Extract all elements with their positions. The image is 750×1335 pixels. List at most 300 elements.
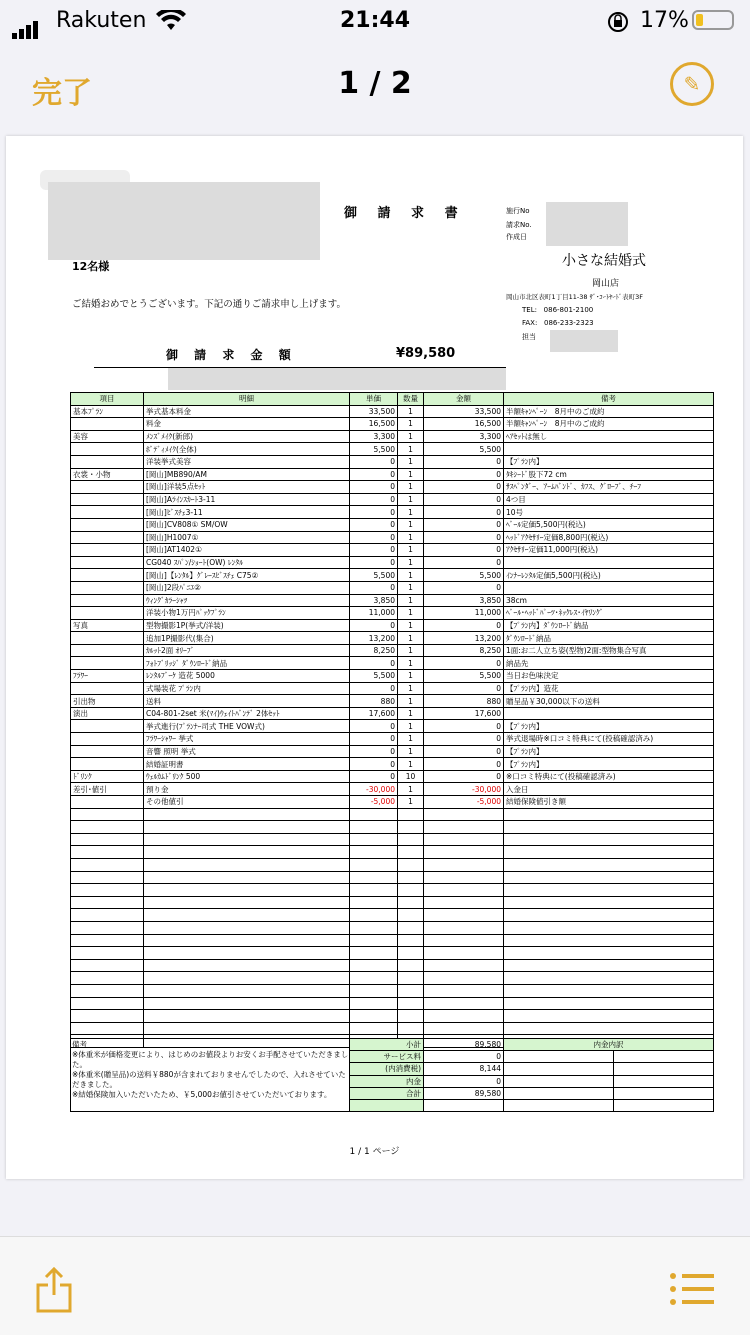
table-row [71,758,714,771]
table-cell: 1 [398,430,424,443]
empty-cell [144,1022,350,1035]
table-cell [504,443,714,456]
fax-row [522,319,594,327]
empty-cell [350,947,398,960]
col-header: 数量 [398,393,424,406]
table-cell: 追加1P撮影代(集合) [144,632,350,645]
table-cell: 880 [350,695,398,708]
table-cell [504,581,714,594]
table-cell: ﾌﾗﾜｰ [71,670,144,683]
empty-cell [504,984,714,997]
table-cell: 1 [398,796,424,809]
empty-row [71,884,714,897]
redacted-block [546,202,628,246]
empty-cell [71,821,144,834]
empty-row [71,871,714,884]
table-cell: -30,000 [350,783,398,796]
redacted-block [168,368,506,390]
empty-cell [398,871,424,884]
empty-cell [71,1010,144,1023]
table-cell: 1 [398,707,424,720]
empty-row [71,921,714,934]
table-cell: 1 [398,531,424,544]
table-cell: [岡山]2段ﾊﾟﾆｴ② [144,581,350,594]
table-cell: 3,850 [350,594,398,607]
notes-box [70,1038,354,1102]
table-row [71,581,714,594]
empty-cell [504,1022,714,1035]
empty-cell [398,947,424,960]
table-cell [71,455,144,468]
empty-cell [398,921,424,934]
table-cell [71,531,144,544]
table-cell: 0 [350,468,398,481]
table-cell: 送料 [144,695,350,708]
table-cell: 1 [398,493,424,506]
table-cell: 0 [350,733,398,746]
table-cell [71,657,144,670]
empty-cell [398,959,424,972]
table-cell: 1 [398,720,424,733]
table-cell: 【ﾌﾟﾗﾝ内】 [504,455,714,468]
table-cell: ｻｽﾍﾟﾝﾀﾞｰ、ｱｰﾑﾊﾞﾝﾄﾞ、ｶﾌｽ、ｸﾞﾛｰﾌﾞ、ﾁｰﾌ [504,481,714,494]
table-cell: 8,250 [350,644,398,657]
table-cell: [岡山]H1007① [144,531,350,544]
empty-cell [504,1099,614,1111]
table-cell: C04-801-2set 米(ﾏｲ)ｳｪｲﾄﾊﾞﾝﾃﾞ 2体ｾｯﾄ [144,707,350,720]
table-cell: ﾀｷｼｰﾄﾞ股下72 cm [504,468,714,481]
table-row [71,443,714,456]
table-cell [71,418,144,431]
table-cell: ｳｪﾙｶﾑﾄﾞﾘﾝｸ 500 [144,770,350,783]
table-cell: 10 [398,770,424,783]
table-cell: 1 [398,556,424,569]
table-row [71,682,714,695]
deposit-cell [504,1075,614,1087]
empty-cell [350,997,398,1010]
table-cell: [岡山]ﾋﾞｽﾁｪ3-11 [144,506,350,519]
table-cell: 11,000 [424,607,504,620]
empty-cell [424,871,504,884]
empty-cell [144,871,350,884]
empty-cell [71,959,144,972]
empty-cell [504,959,714,972]
tel-label: TEL: [522,306,537,314]
table-row [71,594,714,607]
empty-cell [350,808,398,821]
empty-cell [424,1022,504,1035]
table-cell: ﾀﾞｳﾝﾛｰﾄﾞ納品 [504,632,714,645]
empty-cell [424,997,504,1010]
empty-cell [504,858,714,871]
table-row [71,607,714,620]
empty-cell [504,934,714,947]
table-cell: ﾄﾞﾘﾝｸ [71,770,144,783]
empty-cell [398,997,424,1010]
table-cell: その他値引 [144,796,350,809]
table-cell: 半額ｷｬﾝﾍﾟｰﾝ 8月中のご成約 [504,418,714,431]
table-cell [71,644,144,657]
empty-cell [504,833,714,846]
empty-cell [144,997,350,1010]
summary-value: 8,144 [424,1063,504,1075]
table-row [71,556,714,569]
table-cell: 0 [424,556,504,569]
table-cell: 1 [398,632,424,645]
table-cell: 1 [398,682,424,695]
table-cell: 1 [398,758,424,771]
table-cell: 当日お色味決定 [504,670,714,683]
table-cell: 預り金 [144,783,350,796]
table-cell: 洋装挙式美容 [144,455,350,468]
table-cell: ｶﾙｯﾄ2面 ｵﾘｰﾌﾞ [144,644,350,657]
table-cell [71,632,144,645]
table-cell: [岡山]CV808① SM/OW [144,518,350,531]
empty-cell [71,833,144,846]
empty-cell [424,821,504,834]
table-cell: ﾍﾞｰﾙ定価5,500円(税込) [504,518,714,531]
empty-cell [71,858,144,871]
meta-invoice-label: 請求No. [506,221,532,229]
table-cell: 0 [424,493,504,506]
done-button[interactable]: 完了 [32,76,92,111]
table-cell: 13,200 [350,632,398,645]
table-cell: 0 [350,619,398,632]
table-cell: 【ﾌﾟﾗﾝ内】ﾀﾞｳﾝﾛｰﾄﾞ納品 [504,619,714,632]
empty-cell [504,808,714,821]
table-cell: 0 [424,720,504,733]
col-header: 明細 [144,393,350,406]
table-cell: 33,500 [424,405,504,418]
empty-cell [424,808,504,821]
table-cell: 4つ目 [504,493,714,506]
meta-issue-label: 施行No [506,207,530,215]
empty-cell [504,896,714,909]
table-cell [71,758,144,771]
empty-cell [398,896,424,909]
table-cell: 0 [424,758,504,771]
table-row [71,468,714,481]
empty-cell [504,821,714,834]
empty-cell [504,972,714,985]
table-cell: 1 [398,581,424,594]
table-row [71,707,714,720]
empty-row [71,997,714,1010]
empty-cell [144,884,350,897]
tel-row [522,306,593,314]
table-cell: 入金日 [504,783,714,796]
table-cell: 洋装小物1万円ﾊﾟｯｸﾌﾟﾗﾝ [144,607,350,620]
notes-title: 備考 [72,1040,87,1049]
table-cell: 11,000 [350,607,398,620]
table-cell: ﾌﾗﾜｰｼｬﾜｰ 挙式 [144,733,350,746]
table-cell: 0 [424,518,504,531]
empty-cell [424,909,504,922]
table-cell: 0 [424,733,504,746]
deposit-cell [614,1087,714,1099]
table-cell: 0 [350,455,398,468]
list-icon[interactable] [670,1273,714,1305]
table-cell: 1 [398,506,424,519]
table-row [71,518,714,531]
empty-cell [144,821,350,834]
table-cell [71,733,144,746]
table-cell: ｳｨﾝｸﾞｶﾗｰｼｬﾂ [144,594,350,607]
table-row [71,619,714,632]
table-cell: 33,500 [350,405,398,418]
status-bar [0,0,750,44]
table-cell: 5,500 [424,670,504,683]
page-indicator: 1 / 2 [338,66,412,101]
table-cell: 5,500 [350,443,398,456]
empty-cell [144,972,350,985]
table-cell: 料金 [144,418,350,431]
table-cell: 1 [398,644,424,657]
empty-cell [350,984,398,997]
empty-cell [144,846,350,859]
table-cell [71,481,144,494]
table-cell: [岡山]【ﾚﾝﾀﾙ】ｸﾞﾚｰｽﾋﾞｽﾁｪ C75② [144,569,350,582]
table-cell: 1 [398,468,424,481]
table-cell [504,556,714,569]
table-row [71,733,714,746]
empty-cell [144,896,350,909]
table-cell: 差引･値引 [71,783,144,796]
table-cell: 式場装花 ﾌﾟﾗﾝ内 [144,682,350,695]
table-cell: 1 [398,619,424,632]
empty-cell [71,972,144,985]
table-cell [71,443,144,456]
table-cell: [岡山]洋装5点ｾｯﾄ [144,481,350,494]
empty-cell [504,997,714,1010]
invoice-page [6,136,743,1179]
empty-row [71,833,714,846]
table-cell: 0 [350,493,398,506]
carrier-label: Rakuten [56,8,147,33]
empty-row [71,934,714,947]
table-cell: 結婚保険値引き額 [504,796,714,809]
summary-value: 89,580 [424,1039,504,1051]
document-title: 御 請 求 書 [344,206,466,221]
empty-cell [144,947,350,960]
table-cell: 0 [424,745,504,758]
table-row [71,796,714,809]
empty-cell [424,858,504,871]
empty-cell [398,1010,424,1023]
table-row [71,657,714,670]
table-cell [71,556,144,569]
empty-cell [398,858,424,871]
table-row [71,644,714,657]
table-cell: 8,250 [424,644,504,657]
empty-row [71,821,714,834]
col-header: 金額 [424,393,504,406]
table-row [71,544,714,557]
table-cell: 0 [424,619,504,632]
col-header: 備考 [504,393,714,406]
table-cell: 0 [424,481,504,494]
table-cell: 0 [350,544,398,557]
empty-cell [71,884,144,897]
empty-cell [398,808,424,821]
empty-cell [71,947,144,960]
deposit-title: 内金内訳 [504,1039,714,1051]
table-row [71,783,714,796]
table-cell: 0 [424,770,504,783]
empty-cell [398,846,424,859]
table-cell: 5,500 [350,569,398,582]
empty-cell [424,846,504,859]
table-cell: 17,600 [350,707,398,720]
amount-value: ¥89,580 [396,346,456,361]
empty-row [71,984,714,997]
deposit-cell [614,1063,714,1075]
empty-cell [144,858,350,871]
table-row [71,632,714,645]
table-cell: 挙式基本料金 [144,405,350,418]
table-cell: 半額ｷｬﾝﾍﾟｰﾝ 8月中のご成約 [504,405,714,418]
table-cell: 衣裳・小物 [71,468,144,481]
table-cell: ｲﾝﾅｰﾚﾝﾀﾙ定価5,500円(税込) [504,569,714,582]
table-cell: CG040 ｽﾊﾟﾝ/ｼｮｰﾄ(OW) ﾚﾝﾀﾙ [144,556,350,569]
table-cell: 0 [424,531,504,544]
empty-cell [504,871,714,884]
table-cell: 0 [350,682,398,695]
table-row [71,670,714,683]
table-cell: 0 [424,544,504,557]
table-cell: 0 [424,581,504,594]
col-header: 単価 [350,393,398,406]
share-icon[interactable] [34,1265,74,1313]
empty-row [71,959,714,972]
empty-row [71,896,714,909]
staff-label: 担当 [522,333,536,341]
table-cell: ﾍﾞｰﾙ･ﾍｯﾄﾞﾊﾟｰﾂ･ﾈｯｸﾚｽ･ｲﾔﾘﾝｸﾞ [504,607,714,620]
empty-cell [398,934,424,947]
table-row [71,455,714,468]
table-cell [71,493,144,506]
table-cell [71,506,144,519]
table-cell: 1 [398,733,424,746]
table-cell: 3,300 [350,430,398,443]
table-row [71,569,714,582]
summary-label: 内金 [350,1075,424,1087]
table-cell: 1 [398,518,424,531]
branch-name: 岡山店 [592,279,620,289]
empty-cell [424,921,504,934]
empty-cell [424,1010,504,1023]
table-cell: 【ﾌﾟﾗﾝ内】 [504,720,714,733]
table-cell: 0 [350,770,398,783]
table-cell: ｱｸｾｻﾘｰ定価11,000円(税込) [504,544,714,557]
table-cell: [岡山]MB890/AM [144,468,350,481]
table-cell: 挙式退場時※口コミ特典にて(投稿確認済み) [504,733,714,746]
table-cell: 【ﾌﾟﾗﾝ内】 [504,745,714,758]
summary-label: (内消費税) [350,1063,424,1075]
brand-name: 小さな結婚式 [562,253,646,269]
battery-percent: 17% [640,8,689,33]
empty-cell [398,972,424,985]
table-row [71,493,714,506]
page-footer: 1 / 1 ページ [349,1147,400,1157]
table-cell: 1 [398,443,424,456]
empty-row [71,1022,714,1035]
empty-cell [144,921,350,934]
summary-value: 89,580 [424,1087,504,1099]
tel-number: 086-801-2100 [543,306,594,314]
addressee: 12名様 [72,260,110,273]
empty-cell [71,909,144,922]
table-cell: 1 [398,695,424,708]
table-cell [71,569,144,582]
table-cell: 1 [398,594,424,607]
empty-row [71,808,714,821]
table-cell [504,707,714,720]
table-cell: 贈呈品￥30,000以下の送料 [504,695,714,708]
table-cell: [岡山]Aﾗｲﾝｽｶｰﾄ3-11 [144,493,350,506]
deposit-cell [504,1051,614,1063]
table-cell [71,544,144,557]
empty-cell [398,884,424,897]
table-cell [71,720,144,733]
table-cell: 0 [350,518,398,531]
summary-label: サービス料 [350,1051,424,1063]
empty-cell [424,972,504,985]
empty-cell [71,871,144,884]
empty-cell [350,833,398,846]
empty-cell [144,833,350,846]
table-cell: 1面:お二人立ち姿(型物)2面:型物集合写真 [504,644,714,657]
table-cell: [岡山]AT1402① [144,544,350,557]
table-cell: 1 [398,783,424,796]
table-cell: 13,200 [424,632,504,645]
empty-cell [424,884,504,897]
empty-cell [424,896,504,909]
table-cell: ※口コミ特典にて(投稿確認済み) [504,770,714,783]
deposit-cell [504,1063,614,1075]
empty-cell [398,821,424,834]
table-cell: 型物撮影1P(挙式/洋装) [144,619,350,632]
table-cell: 1 [398,745,424,758]
fax-number: 086-233-2323 [544,319,594,327]
table-cell: 1 [398,418,424,431]
summary-value: 0 [424,1075,504,1087]
table-cell: 0 [350,581,398,594]
empty-cell [71,997,144,1010]
table-cell [71,607,144,620]
table-cell: 1 [398,405,424,418]
empty-cell [71,808,144,821]
summary-value: 0 [424,1051,504,1063]
markup-pen-icon[interactable]: ✎ [670,62,714,106]
table-cell: 音響 照明 挙式 [144,745,350,758]
greeting-text: ご結婚おめでとうございます。下記の通りご請求申し上げます。 [72,299,346,310]
table-cell: 0 [424,468,504,481]
empty-cell [144,808,350,821]
empty-cell [144,959,350,972]
table-cell: -30,000 [424,783,504,796]
empty-cell [504,947,714,960]
table-cell: ﾚﾝﾀﾙﾌﾞｰｹ 造花 5000 [144,670,350,683]
table-cell: 880 [424,695,504,708]
fax-label: FAX: [522,319,538,327]
table-cell: 0 [350,556,398,569]
amount-label: 御 請 求 金 額 [166,348,297,362]
empty-cell [350,959,398,972]
empty-row [71,909,714,922]
table-cell: 5,500 [424,569,504,582]
table-cell: 3,300 [424,430,504,443]
